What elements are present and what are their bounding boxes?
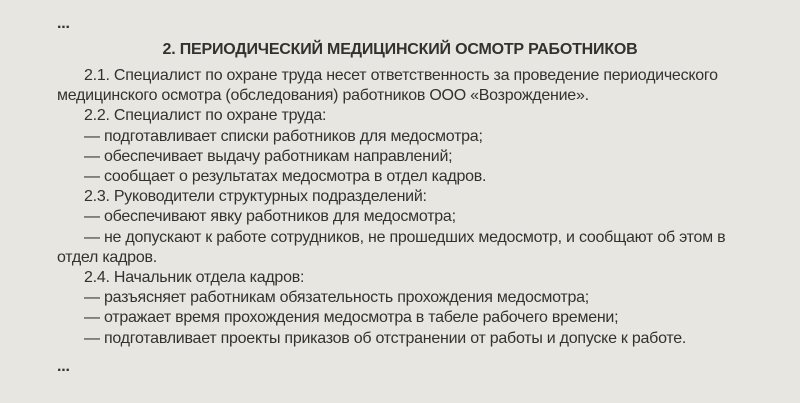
paragraph-2-2: 2.2. Специалист по охране труда: xyxy=(84,107,327,125)
paragraph-2-4: 2.4. Начальник отдела кадров: xyxy=(84,269,305,287)
list-item: — обеспечивает выдачу работникам направлений; xyxy=(84,147,453,165)
document-body xyxy=(57,66,743,349)
ellipsis-top: ... xyxy=(57,15,70,32)
list-item: — разъясняет работникам обязательность прохождения медосмотра; xyxy=(84,289,589,307)
paragraph-2-1: 2.1. Специалист по охране труда несет ответственность за проведение периодического медицинского осмотра (обследования) работников ООО «Возрождение». xyxy=(57,67,718,105)
list-item: — отражает время прохождения медосмотра в табеле рабочего времени; xyxy=(84,309,619,327)
list-item: — подготавливает проекты приказов об отстранении от работы и допуске к работе. xyxy=(84,329,687,347)
list-item: — подготавливает списки работников для медосмотра; xyxy=(84,127,483,145)
list-item: — обеспечивают явку работников для медосмотра; xyxy=(84,208,456,226)
section-title: 2. ПЕРИОДИЧЕСКИЙ МЕДИЦИНСКИЙ ОСМОТР РАБОТНИКОВ xyxy=(162,41,638,58)
ellipsis-bottom: ... xyxy=(57,357,70,375)
list-item: — не допускают к работе сотрудников, не прошедших медосмотр, и сообщают об этом в отдел кадров. xyxy=(57,228,726,266)
list-item: — сообщает о результатах медосмотра в отдел кадров. xyxy=(84,168,487,186)
paragraph-2-3: 2.3. Руководители структурных подразделений: xyxy=(84,188,427,206)
